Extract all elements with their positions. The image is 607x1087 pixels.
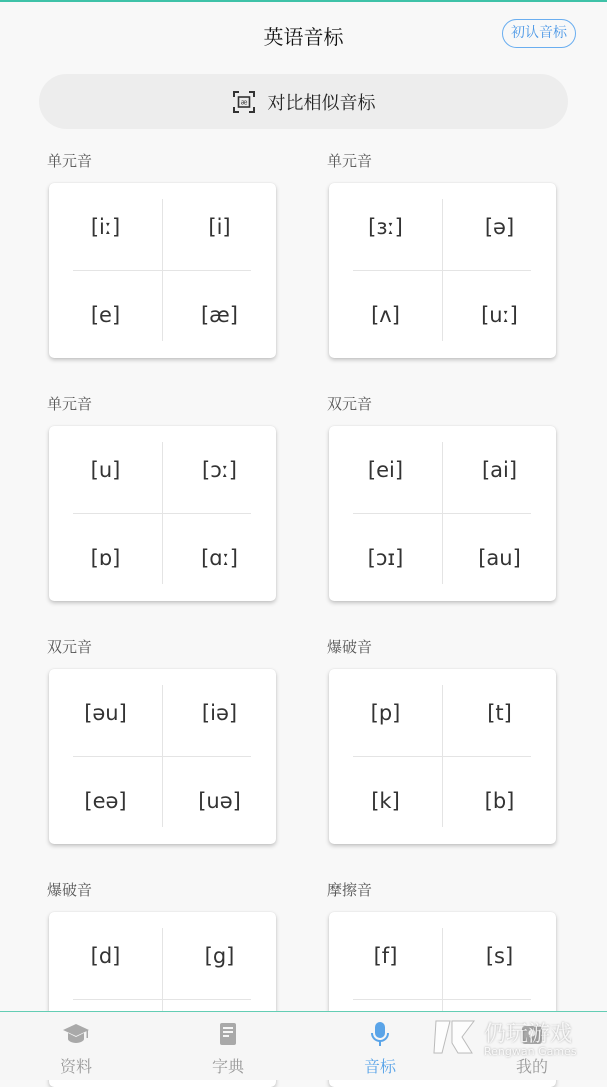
group-label: 单元音: [327, 152, 373, 170]
phonetic-symbol[interactable]: [au]: [478, 545, 521, 570]
phonetic-symbol[interactable]: [u]: [90, 457, 121, 482]
compare-similar-button[interactable]: [39, 74, 568, 129]
phonetic-card: [49, 426, 276, 601]
group-label: 爆破音: [47, 881, 93, 899]
phonetic-symbol[interactable]: [ɜː]: [368, 214, 403, 239]
phonetic-symbol[interactable]: [e]: [90, 302, 121, 327]
phonetic-symbol[interactable]: [uː]: [481, 302, 518, 327]
phonetic-card: [329, 669, 556, 844]
phonetic-symbol[interactable]: [ʌ]: [371, 302, 400, 327]
group-label: 单元音: [47, 395, 93, 413]
tab-label: 资料: [59, 1057, 92, 1076]
phonetic-symbol[interactable]: [iə]: [201, 700, 238, 725]
bottom-tab-bar: [0, 1011, 607, 1080]
phonetic-symbol[interactable]: [ɑː]: [201, 545, 238, 570]
phonetic-card: [49, 669, 276, 844]
phonetic-symbol[interactable]: [iː]: [90, 214, 121, 239]
phonetic-symbol[interactable]: [k]: [371, 788, 400, 813]
phonetic-symbol[interactable]: [t]: [487, 700, 512, 725]
tab-profile[interactable]: [456, 1012, 607, 1081]
phonetic-symbol[interactable]: [p]: [370, 700, 401, 725]
phonetic-symbol[interactable]: [æ]: [200, 302, 238, 327]
page-title: 英语音标: [263, 25, 344, 49]
watermark-subtitle: Rengwan Games: [484, 1045, 577, 1058]
phonetic-symbol[interactable]: [uə]: [198, 788, 241, 813]
header: [0, 2, 607, 66]
phonetic-symbol[interactable]: [ə]: [484, 214, 515, 239]
phonetic-symbol[interactable]: [ai]: [481, 457, 518, 482]
tab-label: 音标: [363, 1057, 396, 1076]
phonetic-symbol[interactable]: [əu]: [84, 700, 127, 725]
book-icon: [214, 1020, 242, 1048]
intro-phonetics-button[interactable]: 初认音标: [502, 19, 576, 48]
phonetic-symbol[interactable]: [i]: [208, 214, 231, 239]
phonetic-card: [329, 183, 556, 358]
phonetic-symbol[interactable]: [g]: [204, 943, 235, 968]
phonetic-symbol[interactable]: [s]: [485, 943, 514, 968]
tab-dictionary[interactable]: [152, 1012, 304, 1081]
group-label: 爆破音: [327, 638, 373, 656]
phonetic-symbol[interactable]: [ɔː]: [202, 457, 237, 482]
profile-icon: [518, 1020, 546, 1048]
phonetic-symbol[interactable]: [ei]: [367, 457, 404, 482]
phonetic-symbol[interactable]: [d]: [90, 943, 121, 968]
scan-compare-icon: [232, 90, 256, 114]
phonetic-card: [329, 426, 556, 601]
group-label: 双元音: [47, 638, 93, 656]
tab-resources[interactable]: [0, 1012, 152, 1081]
graduation-cap-icon: [62, 1020, 90, 1048]
group-label: 单元音: [47, 152, 93, 170]
phonetic-symbol[interactable]: [ɔɪ]: [367, 545, 404, 570]
compare-similar-label: 对比相似音标: [267, 92, 376, 114]
group-label: 摩擦音: [327, 881, 373, 899]
group-label: 双元音: [327, 395, 373, 413]
microphone-icon: [366, 1020, 394, 1048]
watermark-title: 仍玩游戏: [484, 1022, 573, 1047]
tab-phonetics[interactable]: [304, 1012, 456, 1081]
phonetic-card: [49, 183, 276, 358]
phonetic-symbol[interactable]: [b]: [484, 788, 515, 813]
tab-label: 我的: [515, 1057, 548, 1076]
phonetic-symbol[interactable]: [ɒ]: [90, 545, 121, 570]
tab-label: 字典: [211, 1057, 244, 1076]
phonetic-symbol[interactable]: [eə]: [84, 788, 127, 813]
phonetic-symbol[interactable]: [f]: [373, 943, 398, 968]
svg-text:æ: æ: [240, 98, 247, 106]
